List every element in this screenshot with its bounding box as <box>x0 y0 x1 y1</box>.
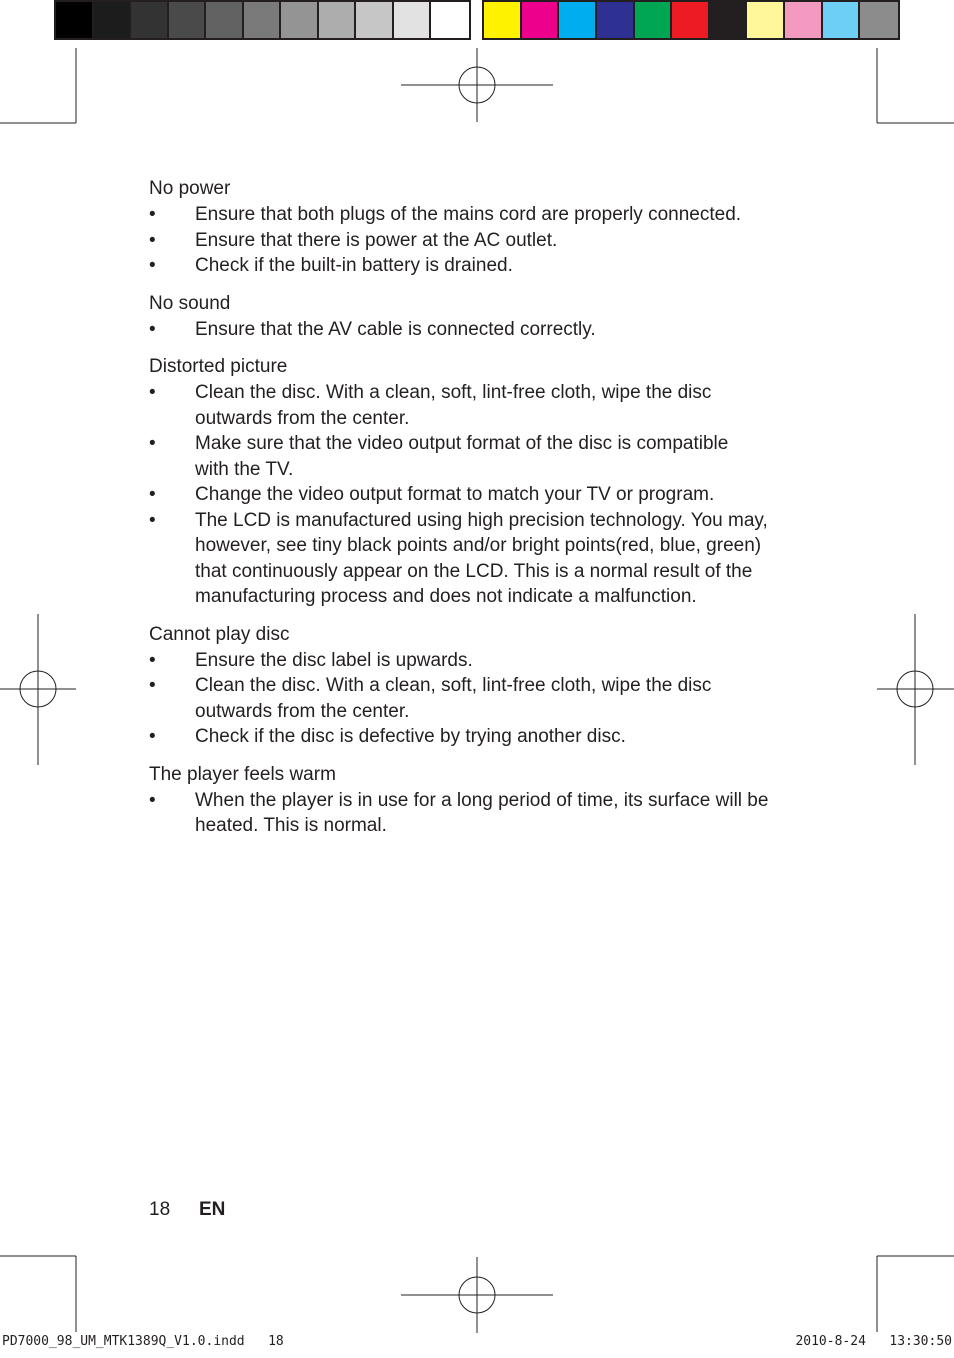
gray-swatch <box>281 2 319 38</box>
list-item-text: Ensure that there is power at the AC outlet. <box>195 229 558 251</box>
troubleshooting-content <box>149 176 809 851</box>
list-item-text: Make sure that the video output format of the disc is compatible <box>195 433 729 454</box>
troubleshooting-section <box>149 762 809 839</box>
list-item-text: Ensure that the AV cable is connected correctly. <box>195 318 596 340</box>
list-item-text: outwards from the center. <box>195 407 410 429</box>
bullet-icon: • <box>149 649 156 671</box>
gray-swatch <box>319 2 357 38</box>
language-code: EN <box>199 1199 226 1220</box>
list-item-text: with the TV. <box>195 458 294 480</box>
bullet-icon: • <box>149 433 156 454</box>
color-swatch <box>710 2 748 38</box>
bullet-list <box>149 202 809 279</box>
list-item-text: When the player is in use for a long period of time, its surface will be <box>195 789 769 811</box>
color-swatch <box>672 2 710 38</box>
color-swatch <box>597 2 635 38</box>
list-item-text: Clean the disc. With a clean, soft, lint-free cloth, wipe the disc <box>195 382 712 403</box>
list-item <box>149 508 809 610</box>
list-item-text: Check if the built-in battery is drained. <box>195 255 513 276</box>
list-item <box>149 317 809 343</box>
slug-date-time: 2010-8-24 13:30:50 <box>795 1334 952 1349</box>
process-color-bar <box>482 0 900 40</box>
section-heading: No sound <box>149 292 231 314</box>
list-item <box>149 788 809 839</box>
bullet-icon: • <box>149 675 156 696</box>
bullet-icon: • <box>149 484 156 505</box>
registration-mark-bottom <box>401 1257 553 1333</box>
list-item-text: however, see tiny black points and/or bright points(red, blue, green) <box>195 535 762 556</box>
list-item-text: heated. This is normal. <box>195 815 387 836</box>
list-item <box>149 253 809 279</box>
gray-swatch <box>356 2 394 38</box>
color-swatch <box>484 2 522 38</box>
page-number: 18 <box>149 1199 171 1220</box>
list-item <box>149 673 809 724</box>
gray-swatch <box>131 2 169 38</box>
list-item <box>149 431 809 482</box>
bullet-list <box>149 788 809 839</box>
registration-mark-top <box>401 48 553 122</box>
list-item-text: Check if the disc is defective by trying another disc. <box>195 726 626 747</box>
list-item <box>149 380 809 431</box>
list-item-text: manufacturing process and does not indicate a malfunction. <box>195 586 697 607</box>
color-swatch <box>522 2 560 38</box>
bullet-icon: • <box>149 789 156 811</box>
registration-mark-left <box>0 614 76 765</box>
gray-swatch <box>94 2 132 38</box>
bullet-icon: • <box>149 318 156 340</box>
bullet-list <box>149 648 809 750</box>
troubleshooting-section <box>149 354 809 610</box>
section-heading: No power <box>149 178 231 199</box>
gray-swatch <box>394 2 432 38</box>
list-item-text: Change the video output format to match your TV or program. <box>195 484 715 505</box>
gray-color-bar <box>54 0 471 40</box>
bullet-icon: • <box>149 229 156 251</box>
color-swatch <box>823 2 861 38</box>
color-swatch <box>635 2 673 38</box>
list-item <box>149 202 809 228</box>
color-swatch <box>860 2 898 38</box>
gray-swatch <box>56 2 94 38</box>
section-heading: Cannot play disc <box>149 623 290 645</box>
registration-mark-right <box>877 614 954 765</box>
list-item-text: Ensure that both plugs of the mains cord are properly connected. <box>195 204 742 225</box>
bullet-list <box>149 380 809 610</box>
bullet-list <box>149 317 809 343</box>
troubleshooting-section <box>149 622 809 750</box>
list-item-text: that continuously appear on the LCD. This is a normal result of the <box>195 560 753 582</box>
section-heading: Distorted picture <box>149 356 288 377</box>
gray-swatch <box>431 2 469 38</box>
list-item-text: outwards from the center. <box>195 700 410 722</box>
list-item <box>149 648 809 674</box>
gray-swatch <box>244 2 282 38</box>
list-item <box>149 482 809 508</box>
list-item-text: Clean the disc. With a clean, soft, lint-free cloth, wipe the disc <box>195 675 712 696</box>
troubleshooting-section <box>149 291 809 343</box>
color-swatch <box>747 2 785 38</box>
bullet-icon: • <box>149 726 156 747</box>
troubleshooting-section <box>149 176 809 279</box>
slug-file-name: PD7000_98_UM_MTK1389Q_V1.0.indd 18 <box>2 1334 284 1349</box>
list-item-text: The LCD is manufactured using high precision technology. You may, <box>195 509 768 531</box>
bullet-icon: • <box>149 382 156 403</box>
gray-swatch <box>169 2 207 38</box>
bullet-icon: • <box>149 204 156 225</box>
color-swatch <box>559 2 597 38</box>
list-item <box>149 724 809 750</box>
color-swatch <box>785 2 823 38</box>
section-heading: The player feels warm <box>149 763 336 785</box>
gray-swatch <box>206 2 244 38</box>
bullet-icon: • <box>149 255 156 276</box>
list-item-text: Ensure the disc label is upwards. <box>195 649 473 671</box>
bullet-icon: • <box>149 509 156 531</box>
list-item <box>149 228 809 254</box>
